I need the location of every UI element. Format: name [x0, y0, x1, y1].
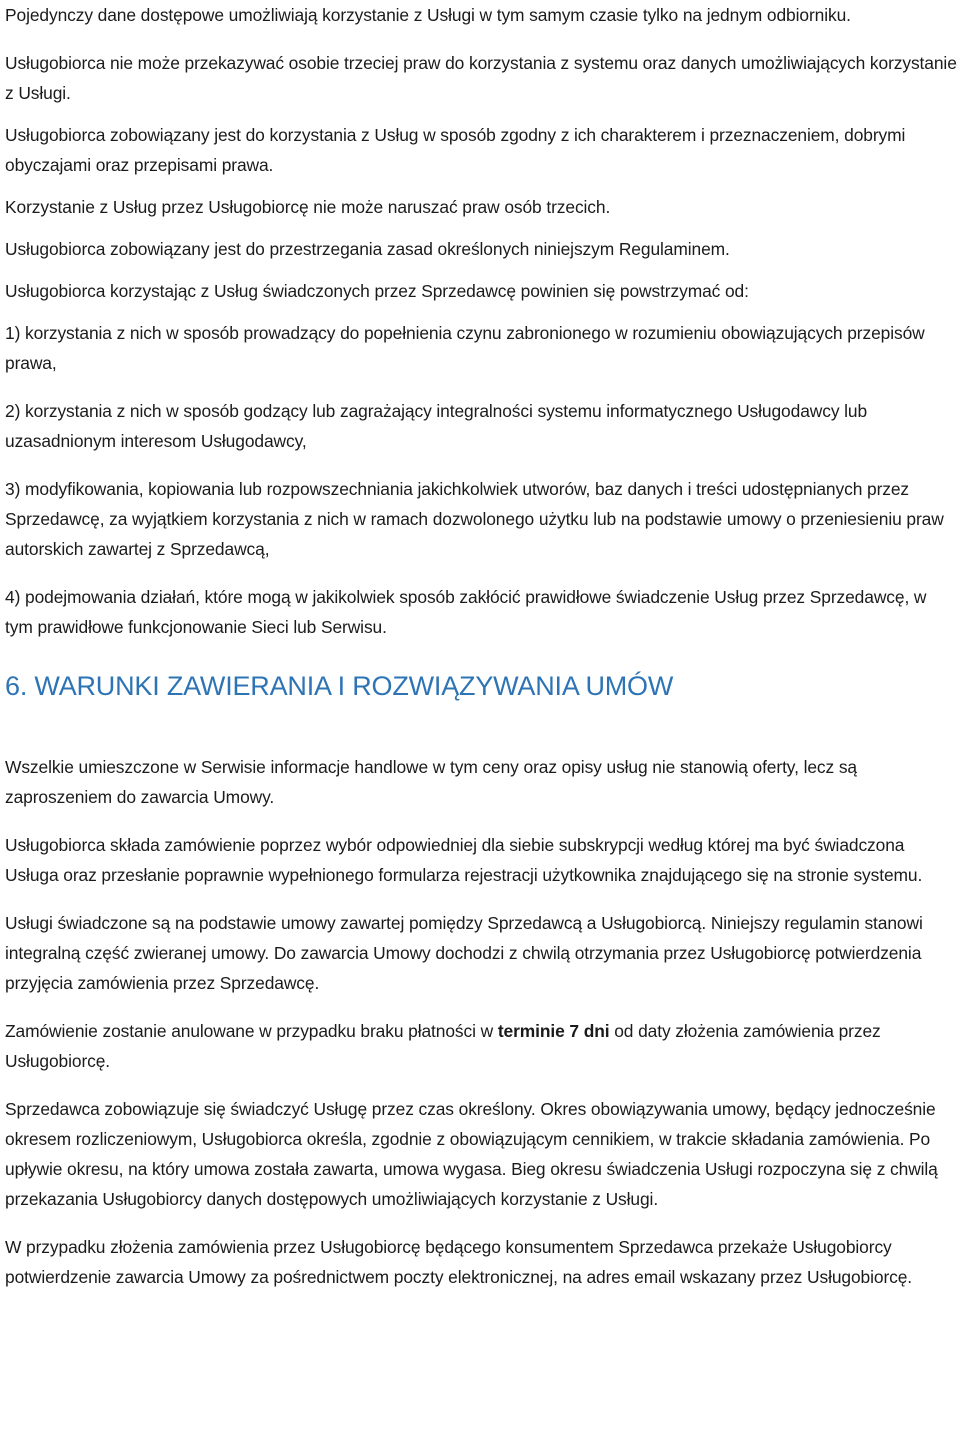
cancellation-paragraph: [5, 1016, 957, 1076]
paragraph: Usługobiorca nie może przekazywać osobie trzeciej praw do korzystania z systemu oraz danych umożliwiających korzystanie z Usługi.: [5, 53, 957, 103]
paragraph: W przypadku złożenia zamówienia przez Usługobiorcę będącego konsumentem Sprzedawca przekaże Usługobiorcy potwierdzenie zawarcia Umowy za pośrednictwem poczty elektronicznej, na adres email wskazany przez Usługobiorcę.: [5, 1237, 913, 1287]
paragraph: Pojedynczy dane dostępowe umożliwiają korzystanie z Usługi w tym samym czasie tylko na jednym odbiorniku.: [5, 5, 851, 25]
paragraph: Usługobiorca zobowiązany jest do korzystania z Usług w sposób zgodny z ich charakterem i przeznaczeniem, dobrymi obyczajami oraz przepisami prawa.: [5, 125, 906, 175]
paragraph: Wszelkie umieszczone w Serwisie informacje handlowe w tym ceny oraz opisy usług nie stanowią oferty, lecz są zaproszeniem do zawarcia Umowy.: [5, 757, 857, 807]
paragraph: Sprzedawca zobowiązuje się świadczyć Usługę przez czas określony. Okres obowiązywania umowy, będący jednocześnie okresem rozliczeniowym, Usługobiorca określa, zgodnie z obowiązującym cennikiem, w trakcie składania zamówienia. Po upływie okresu, na który umowa została zawarta, umowa wygasa. Bieg okresu świadczenia Usługi rozpoczyna się z chwilą przekazania Usługobiorcy danych dostępowych umożliwiających korzystanie z Usługi.: [5, 1099, 938, 1209]
list-item: 4) podejmowania działań, które mogą w jakikolwiek sposób zakłócić prawidłowe świadczenie Usług przez Sprzedawcę, w tym prawidłowe funkcjonowanie Sieci lub Serwisu.: [5, 587, 927, 637]
paragraph: Usługobiorca korzystając z Usług świadczonych przez Sprzedawcę powinien się powstrzymać od:: [5, 281, 749, 301]
paragraph: Usługi świadczone są na podstawie umowy zawartej pomiędzy Sprzedawcą a Usługobiorcą. Niniejszy regulamin stanowi integralną część zwieranej umowy. Do zawarcia Umowy dochodzi z chwilą otrzymania przez Usługobiorcę potwierdzenia przyjęcia zamówienia przez Sprzedawcę.: [5, 913, 923, 993]
list-item: 3) modyfikowania, kopiowania lub rozpowszechniania jakichkolwiek utworów, baz danych i treści udostępnianych przez Sprzedawcę, za wyjątkiem korzystania z nich w ramach dozwolonego użytku lub na podstawie umowy o przeniesieniu praw autorskich zawartej z Sprzedawcą,: [5, 479, 944, 559]
list-item: 2) korzystania z nich w sposób godzący lub zagrażający integralności systemu informatycznego Usługodawcy lub uzasadnionym interesom Usługodawcy,: [5, 401, 868, 451]
payment-deadline: terminie 7 dni: [497, 1021, 610, 1041]
document-page: [5, 0, 957, 1310]
paragraph: Korzystanie z Usług przez Usługobiorcę nie może naruszać praw osób trzecich.: [5, 197, 611, 217]
section-heading: 6. WARUNKI ZAWIERANIA I ROZWIĄZYWANIA UMÓW: [5, 671, 674, 701]
paragraph: Usługobiorca zobowiązany jest do przestrzegania zasad określonych niniejszym Regulaminem.: [5, 239, 730, 259]
cancellation-text-after: od daty złożenia zamówienia przez Usługobiorcę.: [5, 1021, 881, 1071]
paragraph: Usługobiorca składa zamówienie poprzez wybór odpowiedniej dla siebie subskrypcji według której ma być świadczona Usługa oraz przesłanie poprawnie wypełnionego formularza rejestracji użytkownika znajdującego się na stronie systemu.: [5, 835, 923, 885]
cancellation-text-before: Zamówienie zostanie anulowane w przypadku braku płatności w: [5, 1021, 498, 1041]
list-item: 1) korzystania z nich w sposób prowadzący do popełnienia czynu zabronionego w rozumieniu obowiązujących przepisów prawa,: [5, 323, 925, 373]
